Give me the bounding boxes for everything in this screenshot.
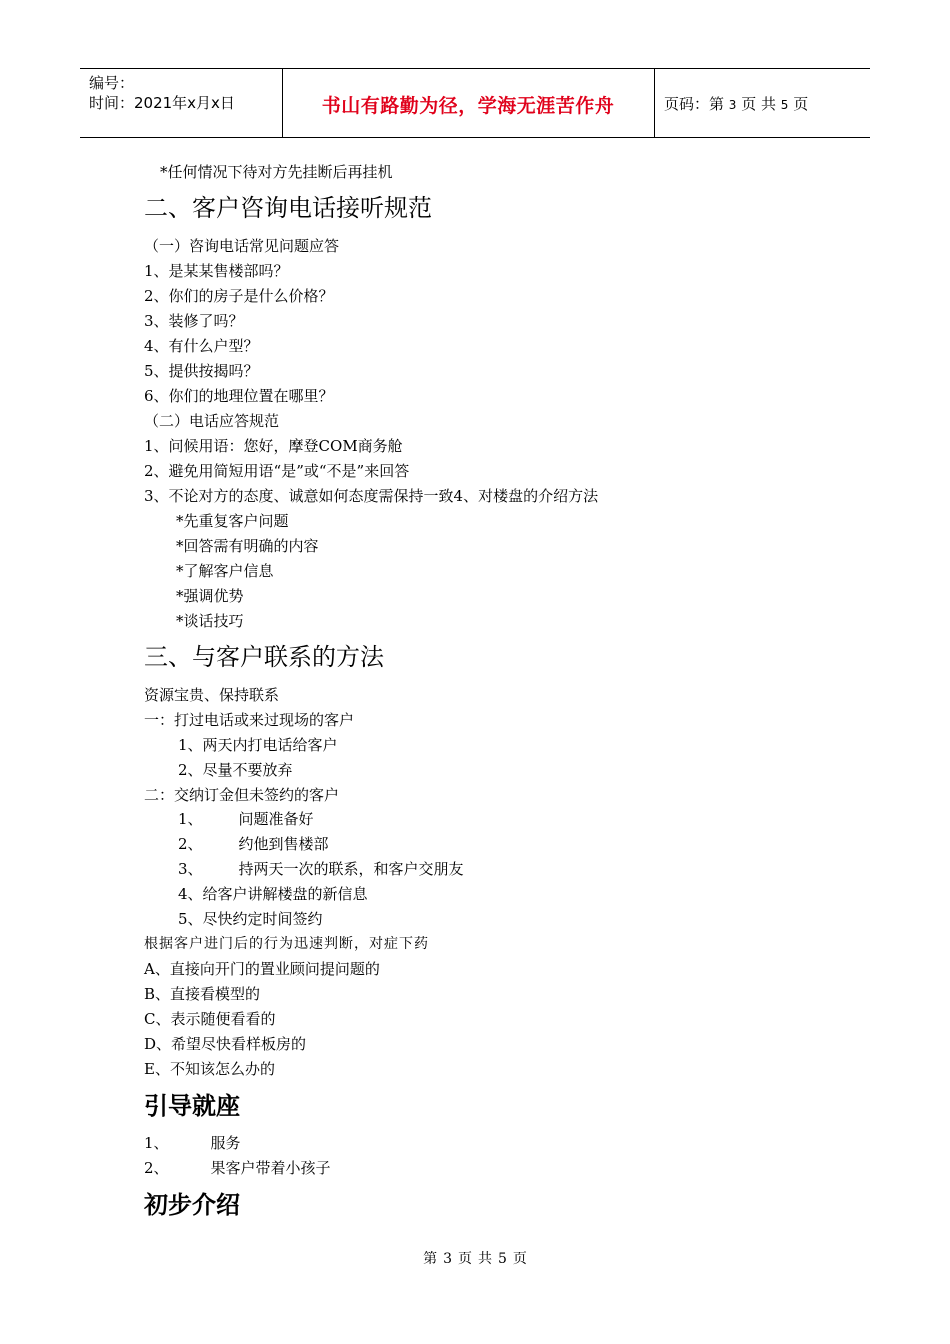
- header-meta: [89, 73, 235, 113]
- footer-prefix: 第: [423, 1251, 438, 1267]
- section-2-sub2: （二）电话应答规范: [144, 412, 280, 430]
- heading-guide-seat: 引导就座: [144, 1092, 240, 1120]
- question-4: 4、有什么户型？: [144, 337, 259, 355]
- section-3-title: 三、与客户联系的方法: [144, 643, 384, 671]
- judge-e: E、不知该怎么办的: [144, 1060, 275, 1078]
- question-6: 6、你们的地理位置在哪里？: [144, 387, 334, 405]
- item-text: 果客户带着小孩子: [210, 1159, 331, 1177]
- judge-a: A、直接向开门的置业顾问提问题的: [144, 960, 380, 978]
- item-number: 3、: [178, 860, 203, 878]
- header-motto: 书山有路勤为径，学海无涯苦作舟: [321, 95, 615, 117]
- page-prefix: 页码：第: [664, 95, 725, 113]
- rule-2: 2、避免用简短用语“是”或“不是”来回答: [144, 462, 410, 480]
- group-1-title: 一：打过电话或来过现场的客户: [144, 711, 355, 729]
- footer-total-label: 共: [478, 1251, 492, 1267]
- heading-initial-intro: 初步介绍: [144, 1191, 240, 1219]
- rule-3: 3、不论对方的态度、诚意如何态度需保持一致4、对楼盘的介绍方法: [144, 487, 599, 505]
- item-number: 1、: [144, 1134, 169, 1152]
- page-suffix: 页: [793, 95, 809, 113]
- footer-page-number: 3: [443, 1251, 452, 1267]
- section-2-sub1: （一）咨询电话常见问题应答: [144, 237, 340, 255]
- bullet-4: *强调优势: [176, 587, 244, 605]
- line-hangup: *任何情况下待对方先挂断后再挂机: [160, 163, 393, 181]
- question-1: 1、是某某售楼部吗？: [144, 262, 289, 280]
- question-5: 5、提供按揭吗？: [144, 362, 259, 380]
- item-text: 问题准备好: [238, 810, 314, 828]
- judge-c: C、表示随便看看的: [144, 1010, 276, 1028]
- bullet-5: *谈话技巧: [176, 612, 244, 630]
- page-number: 3: [728, 98, 737, 112]
- number-label: 编号：: [89, 74, 135, 92]
- header-divider: [654, 69, 655, 137]
- bullet-2: *回答需有明确的内容: [176, 537, 319, 555]
- rule-1: 1、问候用语：您好，摩登COM商务舱: [144, 437, 403, 455]
- group-2-item-1: [178, 809, 314, 829]
- time-label: 时间：2021年x月x日: [89, 94, 235, 112]
- item-number: 2、: [144, 1159, 169, 1177]
- item-number: 1、: [178, 810, 203, 828]
- footer-suffix: 页: [512, 1251, 527, 1267]
- bullet-1: *先重复客户问题: [176, 512, 289, 530]
- item-text: 约他到售楼部: [238, 835, 329, 853]
- group-2-item-3: [178, 859, 464, 879]
- item-text: 服务: [210, 1134, 241, 1152]
- group-2-item-4: 4、给客户讲解楼盘的新信息: [178, 885, 368, 903]
- section-3-intro: 资源宝贵、保持联系: [144, 686, 280, 704]
- judge-line: 根据客户进门后的行为迅速判断，对症下药: [144, 936, 429, 952]
- page-mid: 页 共: [741, 95, 776, 113]
- bullet-3: *了解客户信息: [176, 562, 274, 580]
- question-3: 3、装修了吗？: [144, 312, 244, 330]
- page-footer: [0, 1248, 950, 1268]
- group-2-title: 二：交纳订金但未签约的客户: [144, 786, 340, 804]
- header-page-info: [664, 93, 808, 114]
- item-number: 2、: [178, 835, 203, 853]
- item-text: 持两天一次的联系，和客户交朋友: [238, 860, 464, 878]
- judge-d: D、希望尽快看样板房的: [144, 1035, 307, 1053]
- judge-b: B、直接看模型的: [144, 985, 261, 1003]
- group-1-item-1: 1、两天内打电话给客户: [178, 736, 338, 754]
- question-2: 2、你们的房子是什么价格？: [144, 287, 334, 305]
- group-1-item-2: 2、尽量不要放弃: [178, 761, 293, 779]
- seat-item-1: [144, 1133, 241, 1153]
- seat-item-2: [144, 1158, 331, 1178]
- header-table: [80, 68, 870, 138]
- page-total: 5: [780, 98, 789, 112]
- section-2-title: 二、客户咨询电话接听规范: [144, 194, 432, 222]
- group-2-item-5: 5、尽快约定时间签约: [178, 910, 323, 928]
- group-2-item-2: [178, 834, 329, 854]
- footer-page-label: 页: [458, 1251, 472, 1267]
- footer-page-total: 5: [498, 1251, 507, 1267]
